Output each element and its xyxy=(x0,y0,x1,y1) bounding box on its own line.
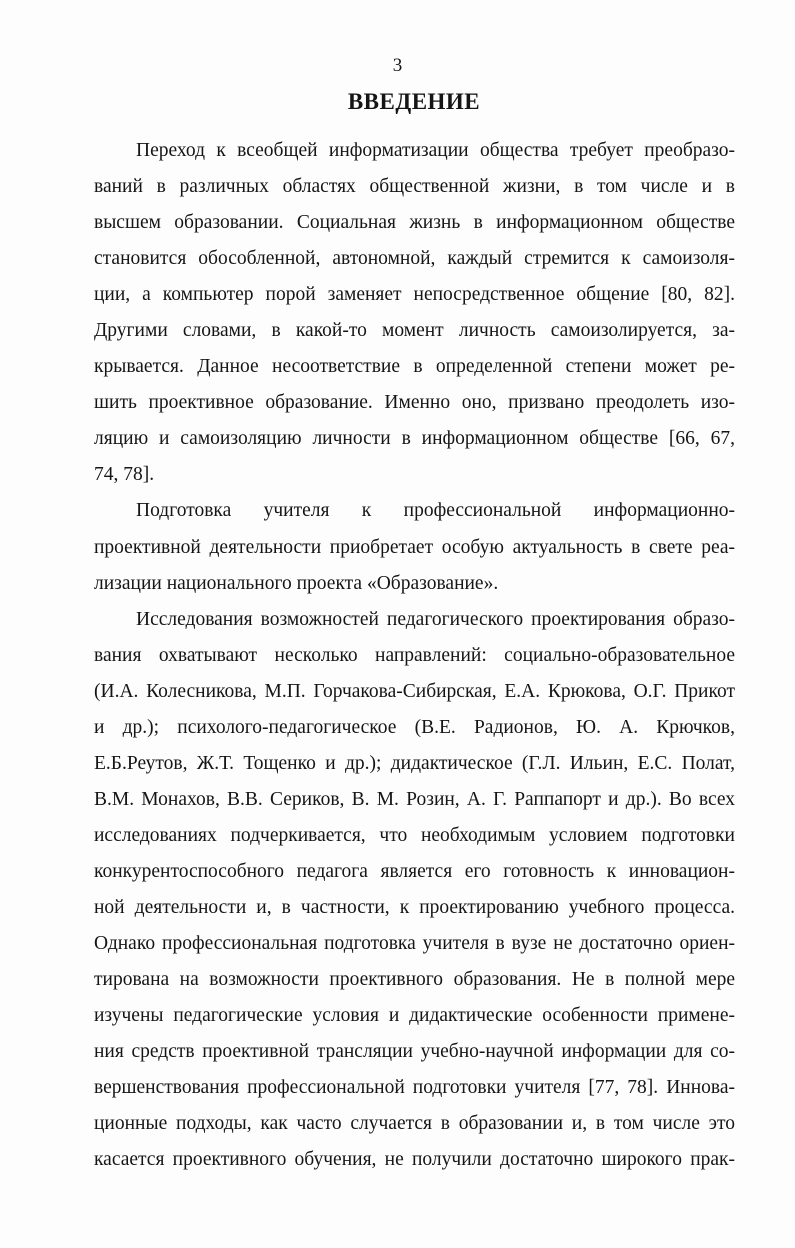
text-line: высшем образовании. Социальная жизнь в информационном обществе xyxy=(94,212,735,234)
text-line: проективной деятельности приобретает особую актуальность в свете реа- xyxy=(94,536,735,558)
text-line: вания охватывают несколько направлений: социально-образовательное xyxy=(94,644,735,666)
text-line: тирована на возможности проективного образования. Не в полной мере xyxy=(94,969,735,991)
page-number: 3 xyxy=(392,55,403,76)
text-line: крывается. Данное несоответствие в определенной степени может ре- xyxy=(94,356,735,378)
page-title: ВВЕДЕНИЕ xyxy=(347,89,481,114)
text-line: ции, а компьютер порой заменяет непосредственное общение [80, 82]. xyxy=(94,284,735,306)
paragraph xyxy=(94,133,735,493)
text-line: ной деятельности и, в частности, к проектированию учебного процесса. xyxy=(94,896,735,918)
text-line: вершенствования профессиональной подготовки учителя [77, 78]. Иннова- xyxy=(94,1077,735,1099)
text-line: ния средств проективной трансляции учебно-научной информации для со- xyxy=(94,1041,735,1063)
paragraph xyxy=(94,493,735,601)
text-line: 74, 78]. xyxy=(94,464,155,486)
body-text xyxy=(94,133,735,1178)
paragraph xyxy=(94,602,735,1179)
text-line: изучены педагогические условия и дидактические особенности примене- xyxy=(94,1005,735,1027)
text-line: Е.Б.Реутов, Ж.Т. Тощенко и др.); дидактическое (Г.Л. Ильин, Е.С. Полат, xyxy=(94,752,735,774)
text-line: шить проективное образование. Именно оно, призвано преодолеть изо- xyxy=(94,392,735,414)
text-line: ционные подходы, как часто случается в образовании и, в том числе это xyxy=(94,1113,735,1135)
text-line: лизации национального проекта «Образование». xyxy=(94,572,499,594)
text-line: и др.); психолого-педагогическое (В.Е. Радионов, Ю. А. Крючков, xyxy=(94,716,735,738)
text-line: В.М. Монахов, В.В. Сериков, В. М. Розин, А. Г. Раппапорт и др.). Во всех xyxy=(94,788,735,810)
text-line: касается проективного обучения, не получили достаточно широкого прак- xyxy=(94,1149,735,1171)
text-line: Переход к всеобщей информатизации общества требует преобразо- xyxy=(136,140,735,161)
text-line: ваний в различных областях общественной жизни, в том числе и в xyxy=(94,176,735,198)
text-line: исследованиях подчеркивается, что необходимым условием подготовки xyxy=(94,824,735,846)
text-line: Подготовка учителя к профессиональной информационно- xyxy=(136,500,735,522)
text-line: Исследования возможностей педагогического проектирования образо- xyxy=(136,608,735,630)
text-line: становится обособленной, автономной, каждый стремится к самоизоля- xyxy=(94,248,735,270)
text-line: ляцию и самоизоляцию личности в информационном обществе [66, 67, xyxy=(94,428,735,450)
text-line: (И.А. Колесникова, М.П. Горчакова-Сибирская, Е.А. Крюкова, О.Г. Прикот xyxy=(94,680,735,702)
text-line: конкурентоспособного педагога является его готовность к инновацион- xyxy=(94,860,735,882)
text-line: Другими словами, в какой-то момент личность самоизолируется, за- xyxy=(94,320,735,342)
text-line: Однако профессиональная подготовка учителя в вузе не достаточно ориен- xyxy=(94,933,735,955)
